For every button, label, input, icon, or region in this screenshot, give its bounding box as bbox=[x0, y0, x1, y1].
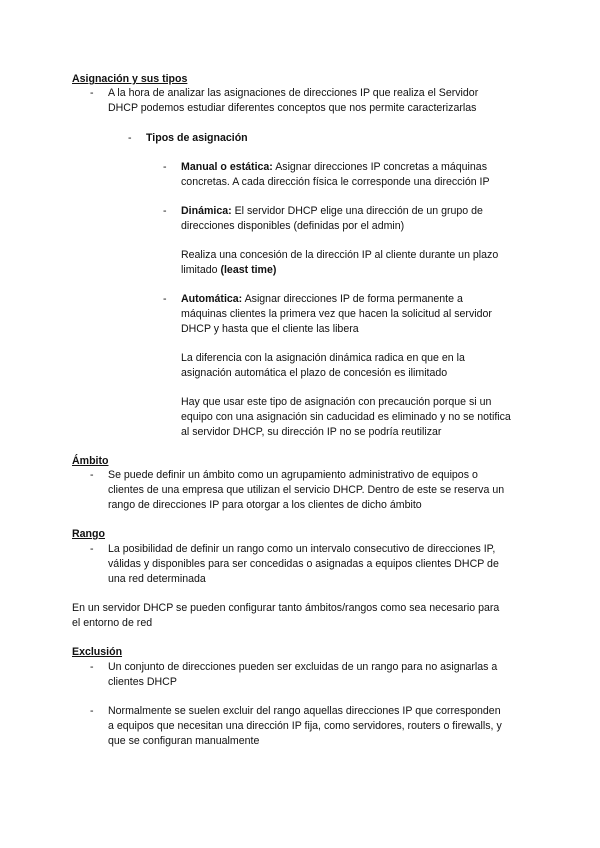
manual-line-2: concretas. A cada dirección física le corresponde una dirección IP bbox=[181, 176, 490, 188]
bullet-dash: - bbox=[163, 161, 167, 173]
rango-line-1: La posibilidad de definir un rango como un intervalo consecutivo de direcciones IP, bbox=[108, 543, 496, 555]
intro-line-1: A la hora de analizar las asignaciones de direcciones IP que realiza el Servidor bbox=[108, 87, 479, 99]
heading-rango: Rango bbox=[72, 528, 105, 540]
bullet-dash: - bbox=[90, 469, 94, 481]
automatica-label: Automática: bbox=[181, 293, 243, 305]
bullet-dash: - bbox=[90, 87, 94, 99]
heading-ambito: Ámbito bbox=[72, 455, 109, 467]
dinamica-label: Dinámica: bbox=[181, 205, 232, 217]
dinamica-line-2: direcciones disponibles (definidas por el admin) bbox=[181, 220, 405, 232]
manual-line-1: Manual o estática: Asignar direcciones IP concretas a máquinas bbox=[181, 161, 487, 173]
dinamica-p2-line-1: Realiza una concesión de la dirección IP al cliente durante un plazo bbox=[181, 249, 499, 261]
rango-line-3: una red determinada bbox=[108, 573, 206, 585]
automatica-line-1: Automática: Asignar direcciones IP de forma permanente a bbox=[181, 293, 463, 305]
exclusion-item1-line-1: Un conjunto de direcciones pueden ser excluidas de un rango para no asignarlas a bbox=[108, 661, 498, 673]
automatica-p3-line-2: equipo con una asignación sin caducidad es eliminado y no se notifica bbox=[181, 411, 511, 423]
automatica-p2-line-2: asignación automática el plazo de concesión es ilimitado bbox=[181, 367, 448, 379]
ambito-line-2: clientes de una empresa que utilizan el servicio DHCP. Dentro de este se reserva un bbox=[108, 484, 505, 496]
manual-label: Manual o estática: bbox=[181, 161, 273, 173]
exclusion-item2-line-3: que se configuran manualmente bbox=[108, 735, 260, 747]
automatica-p3-line-1: Hay que usar este tipo de asignación con precaución porque si un bbox=[181, 396, 492, 408]
bullet-dash: - bbox=[90, 705, 94, 717]
bullet-dash: - bbox=[90, 661, 94, 673]
exclusion-item1-line-2: clientes DHCP bbox=[108, 676, 177, 688]
exclusion-item2-line-2: a equipos que necesitan una dirección IP fija, como servidores, routers o firewalls, y bbox=[108, 720, 502, 732]
rango-line-2: válidas y disponibles para ser concedidas o asignadas a equipos clientes DHCP de bbox=[108, 558, 499, 570]
bullet-dash: - bbox=[90, 543, 94, 555]
bullet-dash: - bbox=[163, 205, 167, 217]
bullet-dash: - bbox=[163, 293, 167, 305]
ambito-line-3: rango de direcciones IP para otorgar a los clientes de dicho ámbito bbox=[108, 499, 422, 511]
exclusion-item2-line-1: Normalmente se suelen excluir del rango aquellas direcciones IP que corresponden bbox=[108, 705, 501, 717]
automatica-line-2: máquinas clientes la primera vez que hacen la solicitud al servidor bbox=[181, 308, 492, 320]
dinamica-line-1: Dinámica: El servidor DHCP elige una dirección de un grupo de bbox=[181, 205, 483, 217]
automatica-p3-line-3: al servidor DHCP, su dirección IP no se podría reutilizar bbox=[181, 426, 442, 438]
ambito-line-1: Se puede definir un ámbito como un agrupamiento administrativo de equipos o bbox=[108, 469, 478, 481]
heading-asignacion: Asignación y sus tipos bbox=[72, 73, 188, 85]
subheading-tipos: Tipos de asignación bbox=[146, 132, 248, 144]
dinamica-p2-line-2: limitado (least time) bbox=[181, 264, 277, 276]
heading-exclusion: Exclusión bbox=[72, 646, 123, 658]
intro-line-2: DHCP podemos estudiar diferentes conceptos que nos permite caracterizarlas bbox=[108, 102, 477, 114]
bullet-dash: - bbox=[128, 132, 132, 144]
automatica-p2-line-1: La diferencia con la asignación dinámica radica en que en la bbox=[181, 352, 465, 364]
automatica-line-3: DHCP y hasta que el cliente las libera bbox=[181, 323, 359, 335]
rango-note-line-2: el entorno de red bbox=[72, 617, 153, 629]
rango-note-line-1: En un servidor DHCP se pueden configurar tanto ámbitos/rangos como sea necesario para bbox=[72, 602, 500, 614]
